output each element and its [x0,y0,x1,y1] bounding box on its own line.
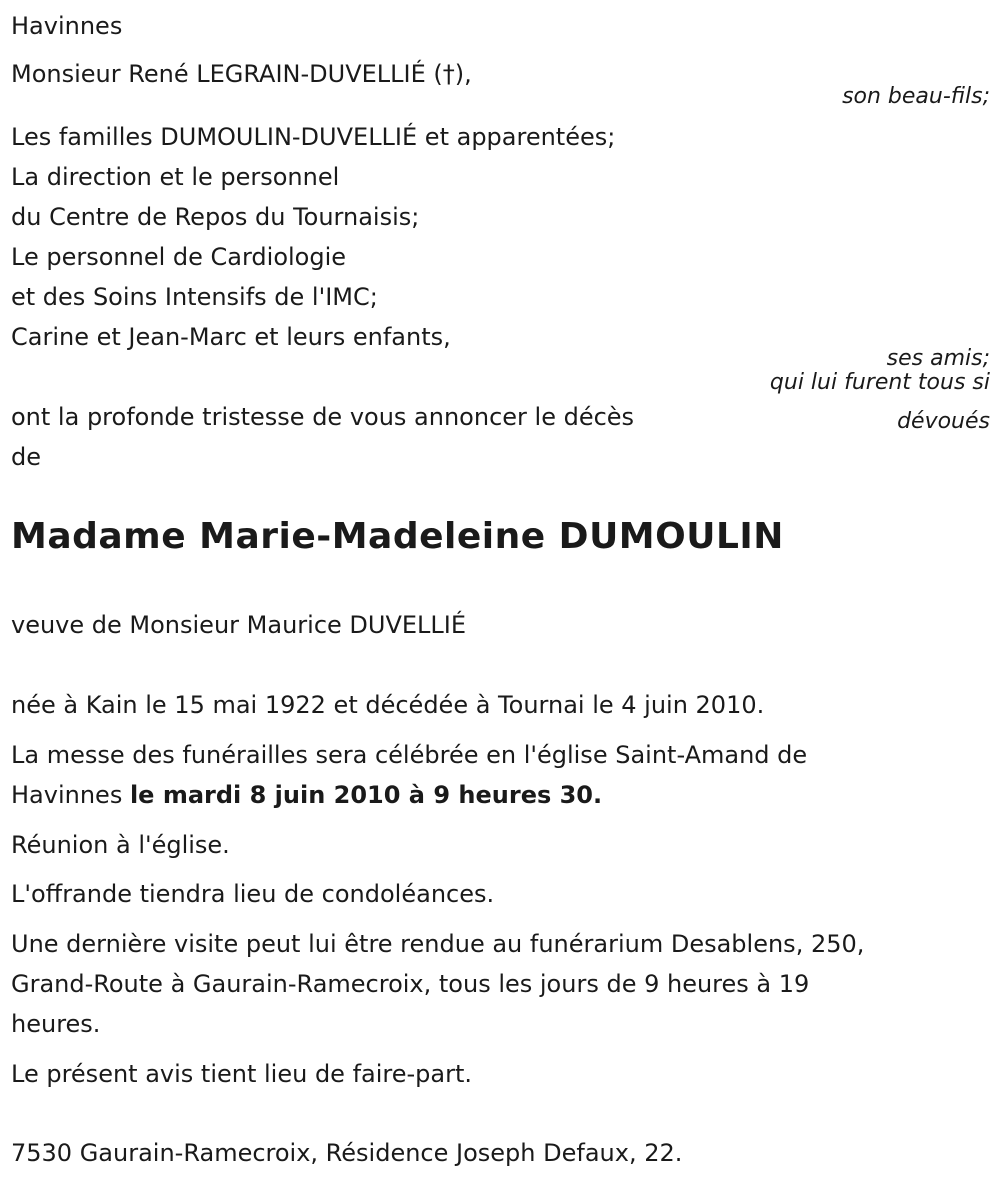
place-name: Havinnes [11,12,123,40]
family-line: et des Soins Intensifs de l'IMC; [11,283,378,311]
funeral-date-time: le mardi 8 juin 2010 à 9 heures 30. [129,781,603,809]
address-line: 7530 Gaurain-Ramecroix, Résidence Joseph Defaux, 22. [11,1139,683,1167]
funeral-mass-line: La messe des funérailles sera célébrée en l'église Saint-Amand de [11,741,808,769]
son-in-law-relation: son beau-fils; [842,84,990,109]
family-line: Les familles DUMOULIN-DUVELLIÉ et apparentées; [11,123,616,151]
friends-note: ses amis; [886,346,990,371]
family-line: La direction et le personnel [11,163,340,191]
son-in-law-name: Monsieur René LEGRAIN-DUVELLIÉ (†), [11,60,472,88]
visit-line: Une dernière visite peut lui être rendue au funérarium Desablens, 250, [11,930,865,958]
visit-line-end: heures. [11,1010,101,1038]
family-line: Carine et Jean-Marc et leurs enfants, [11,323,451,351]
family-line: du Centre de Repos du Tournaisis; [11,203,420,231]
offering-line: L'offrande tiendra lieu de condoléances. [11,880,495,908]
funeral-mass-date-line [11,775,602,815]
announcement-text-cont: de [11,443,41,471]
visit-line-cont: Grand-Route à Gaurain-Ramecroix, tous les jours de 9 heures à 19 [11,970,810,998]
announcement-text: ont la profonde tristesse de vous annoncer le décès [11,403,635,431]
meeting-line: Réunion à l'église. [11,831,230,859]
birth-death-line: née à Kain le 15 mai 1922 et décédée à Tournai le 4 juin 2010. [11,691,765,719]
widow-of-line: veuve de Monsieur Maurice DUVELLIÉ [11,611,467,639]
devoted-note-cont: dévoués [897,409,990,434]
deceased-name: Madame Marie-Madeleine DUMOULIN [11,516,784,557]
notice-line: Le présent avis tient lieu de faire-part. [11,1060,473,1088]
church-location: Havinnes [11,781,130,809]
devoted-note: qui lui furent tous si [769,370,990,395]
family-line: Le personnel de Cardiologie [11,243,347,271]
